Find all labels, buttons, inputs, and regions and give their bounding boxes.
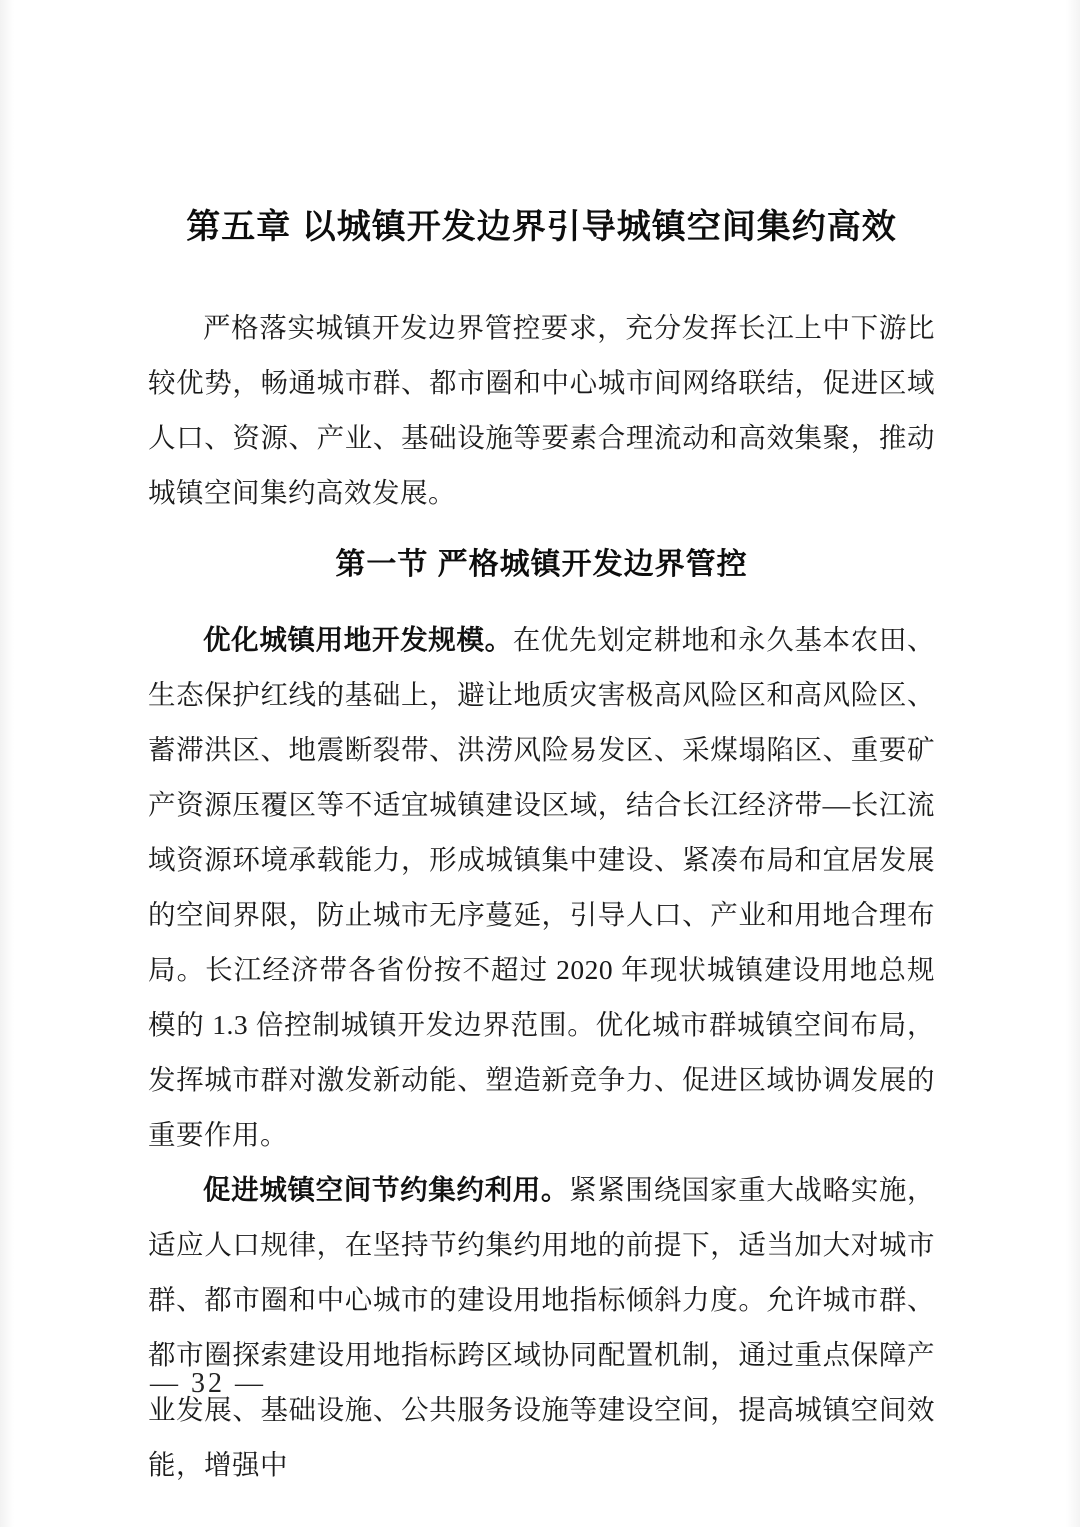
paragraph-optimize-development-scale — [148, 612, 935, 1162]
intro-paragraph-text: 严格落实城镇开发边界管控要求，充分发挥长江上中下游比较优势，畅通城市群、都市圈和中心城市间网络联结，促进区域人口、资源、产业、基础设施等要素合理流动和高效集聚，推动城镇空间集约高效发展。 — [148, 312, 935, 508]
paragraph-body-text: 紧紧围绕国家重大战略实施，适应人口规律，在坚持节约集约用地的前提下，适当加大对城市群、都市圈和中心城市的建设用地指标倾斜力度。允许城市群、都市圈探索建设用地指标跨区域协同配置机制，通过重点保障产业发展、基础设施、公共服务设施等建设空间，提高城镇空间效能，增强中 — [148, 1174, 936, 1480]
paragraph-lead-sentence: 优化城镇用地开发规模。 — [203, 624, 513, 655]
paragraph-body-text: 在优先划定耕地和永久基本农田、生态保护红线的基础上，避让地质灾害极高风险区和高风险区、蓄滞洪区、地震断裂带、洪涝风险易发区、采煤塌陷区、重要矿产资源压覆区等不适宜城镇建设区域，结合长江经济带—长江流域资源环境承载能力，形成城镇集中建设、紧凑布局和宜居发展的空间界限，防止城市无序蔓延，引导人口、产业和用地合理布局。长江经济带各省份按不超过 2020 年现状城镇建设用地总规模的 1.3 倍控制城镇开发边界范围。优化城市群城镇空间布局，发挥城市群对激发新动能、塑造新竞争力、促进区域协调发展的重要作用。 — [148, 624, 936, 1150]
paragraph-lead-sentence: 促进城镇空间节约集约利用。 — [203, 1174, 570, 1205]
intro-paragraph — [148, 300, 935, 520]
paragraph-promote-intensive-use — [148, 1162, 935, 1492]
page-number: — 32 — — [150, 1368, 266, 1399]
chapter-title: 第五章 以城镇开发边界引导城镇空间集约高效 — [186, 208, 897, 246]
section-heading: 第一节 严格城镇开发边界管控 — [335, 548, 748, 581]
